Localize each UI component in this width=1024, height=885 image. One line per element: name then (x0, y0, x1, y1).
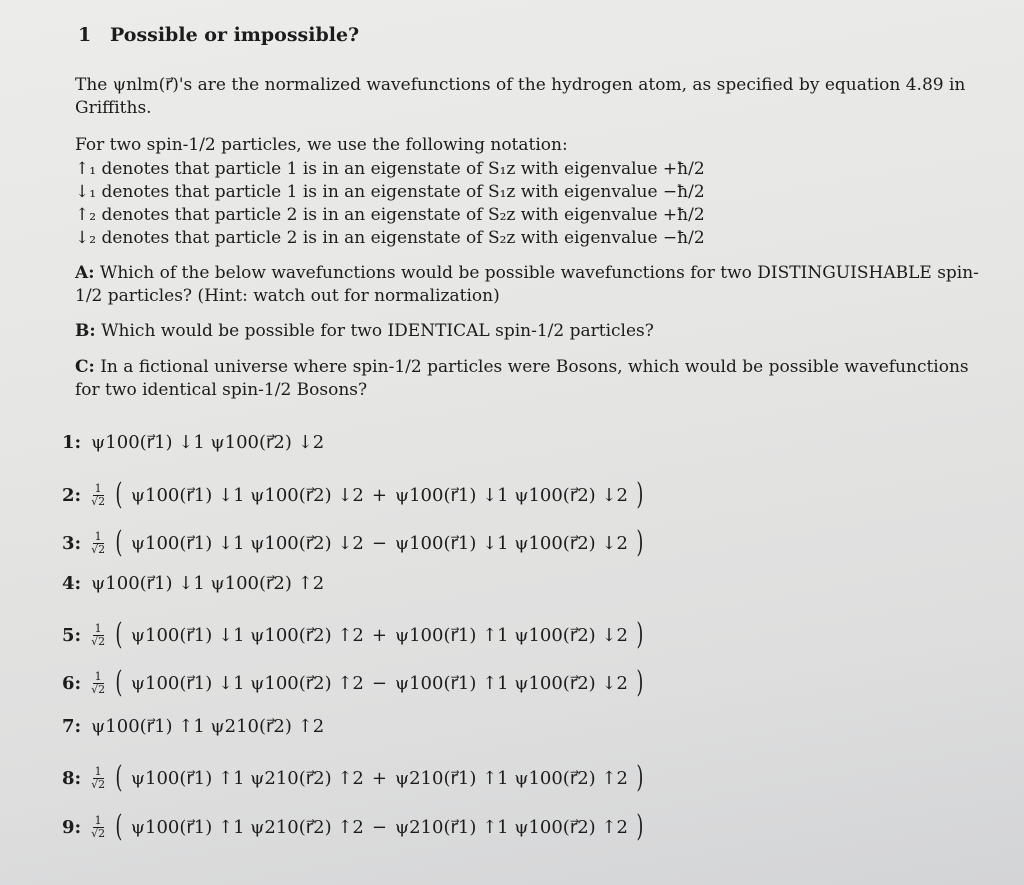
right-paren: ) (636, 665, 644, 700)
fraction-numerator: 1 (94, 621, 102, 635)
notation-lead: For two spin-1/2 particles, we use the following notation: (75, 135, 568, 155)
question-a (75, 262, 980, 308)
wavefunction-term: ψ100(r⃗1) ↓1 ψ100(r⃗2) ↓2 (130, 484, 364, 506)
right-paren: ) (636, 525, 644, 560)
question-b-text: Which would be possible for two IDENTICAL spin-1/2 particles? (101, 321, 654, 341)
wavefunction-term: ψ100(r⃗1) ↓1 ψ100(r⃗2) ↓2 (91, 432, 325, 453)
equation-number: 2: (62, 484, 82, 506)
wavefunction-term: ψ210(r⃗1) ↑1 ψ100(r⃗2) ↑2 (394, 767, 628, 789)
operator: − (371, 532, 387, 554)
fraction-denominator: √2 (91, 542, 106, 556)
fraction-numerator: 1 (94, 529, 102, 543)
fraction-numerator: 1 (94, 813, 102, 827)
question-c-text: In a fictional universe where spin-1/2 particles were Bosons, which would be possible wavefunctions for two identical spin-1/2 Bosons? (75, 357, 969, 400)
left-paren: ( (115, 809, 123, 844)
equation-row (62, 665, 652, 700)
equation-number: 6: (62, 672, 82, 694)
left-paren: ( (115, 525, 123, 560)
operator: + (371, 767, 387, 789)
equation-row (62, 573, 324, 594)
left-paren: ( (115, 477, 123, 512)
equation-row (62, 617, 652, 652)
question-b (75, 320, 985, 343)
section-number: 1 (78, 24, 92, 46)
fraction-denominator: √2 (91, 494, 106, 508)
fraction-denominator: √2 (91, 826, 106, 840)
wavefunction-term: ψ100(r⃗1) ↓1 ψ100(r⃗2) ↑2 (130, 624, 364, 646)
right-paren: ) (636, 809, 644, 844)
equation-row (62, 432, 324, 453)
normalization-factor (91, 623, 105, 648)
right-paren: ) (636, 477, 644, 512)
fraction-denominator: √2 (91, 682, 106, 696)
notation-item-1: ↑₁ denotes that particle 1 is in an eigenstate of S₁z with eigenvalue +ħ/2 (75, 159, 705, 179)
intro-line-2: Griffiths. (75, 98, 152, 118)
right-paren: ) (636, 760, 644, 795)
equation-number: 4: (62, 573, 82, 594)
question-b-label: B: (75, 321, 96, 341)
fraction-numerator: 1 (94, 764, 102, 778)
left-paren: ( (115, 760, 123, 795)
wavefunction-term: ψ210(r⃗1) ↑1 ψ100(r⃗2) ↑2 (394, 816, 628, 838)
notation-item-3: ↑₂ denotes that particle 2 is in an eigenstate of S₂z with eigenvalue +ħ/2 (75, 205, 705, 225)
operator: − (371, 816, 387, 838)
fraction-numerator: 1 (94, 481, 102, 495)
right-paren: ) (636, 617, 644, 652)
normalization-factor (91, 483, 105, 508)
equation-row (62, 716, 324, 737)
normalization-factor (91, 671, 105, 696)
equation-row (62, 809, 652, 844)
left-paren: ( (115, 665, 123, 700)
question-a-label: A: (75, 263, 95, 283)
wavefunction-term: ψ100(r⃗1) ↑1 ψ210(r⃗2) ↑2 (130, 816, 364, 838)
equation-number: 8: (62, 767, 82, 789)
fraction-denominator: √2 (91, 777, 106, 791)
notation-item-4: ↓₂ denotes that particle 2 is in an eigenstate of S₂z with eigenvalue −ħ/2 (75, 228, 705, 248)
wavefunction-term: ψ100(r⃗1) ↑1 ψ100(r⃗2) ↓2 (394, 672, 628, 694)
section-title: Possible or impossible? (110, 24, 360, 46)
wavefunction-term: ψ100(r⃗1) ↓1 ψ100(r⃗2) ↓2 (394, 484, 628, 506)
operator: + (371, 624, 387, 646)
wavefunction-term: ψ100(r⃗1) ↑1 ψ210(r⃗2) ↑2 (91, 716, 325, 737)
intro-line-1: The ψnlm(r⃗)'s are the normalized wavefunctions of the hydrogen atom, as specified by equation 4.89 in (75, 75, 966, 95)
equation-number: 3: (62, 532, 82, 554)
question-c (75, 356, 980, 402)
wavefunction-term: ψ100(r⃗1) ↑1 ψ100(r⃗2) ↓2 (394, 624, 628, 646)
operator: − (371, 672, 387, 694)
equation-number: 7: (62, 716, 82, 737)
fraction-denominator: √2 (91, 634, 106, 648)
wavefunction-term: ψ100(r⃗1) ↓1 ψ100(r⃗2) ↑2 (91, 573, 325, 594)
equation-row (62, 477, 652, 512)
wavefunction-term: ψ100(r⃗1) ↓1 ψ100(r⃗2) ↓2 (130, 532, 364, 554)
equation-number: 1: (62, 432, 82, 453)
equation-row (62, 525, 652, 560)
question-c-label: C: (75, 357, 95, 377)
fraction-numerator: 1 (94, 669, 102, 683)
normalization-factor (91, 531, 105, 556)
wavefunction-term: ψ100(r⃗1) ↑1 ψ210(r⃗2) ↑2 (130, 767, 364, 789)
wavefunction-term: ψ100(r⃗1) ↓1 ψ100(r⃗2) ↓2 (394, 532, 628, 554)
operator: + (371, 484, 387, 506)
equation-number: 5: (62, 624, 82, 646)
equation-number: 9: (62, 816, 82, 838)
left-paren: ( (115, 617, 123, 652)
notation-item-2: ↓₁ denotes that particle 1 is in an eigenstate of S₁z with eigenvalue −ħ/2 (75, 182, 705, 202)
equation-row (62, 760, 652, 795)
question-a-text: Which of the below wavefunctions would be possible wavefunctions for two DISTINGUISHABLE spin-1/2 particles? (Hint: watch out for normalization) (75, 263, 979, 306)
normalization-factor (91, 815, 105, 840)
normalization-factor (91, 766, 105, 791)
wavefunction-term: ψ100(r⃗1) ↓1 ψ100(r⃗2) ↑2 (130, 672, 364, 694)
